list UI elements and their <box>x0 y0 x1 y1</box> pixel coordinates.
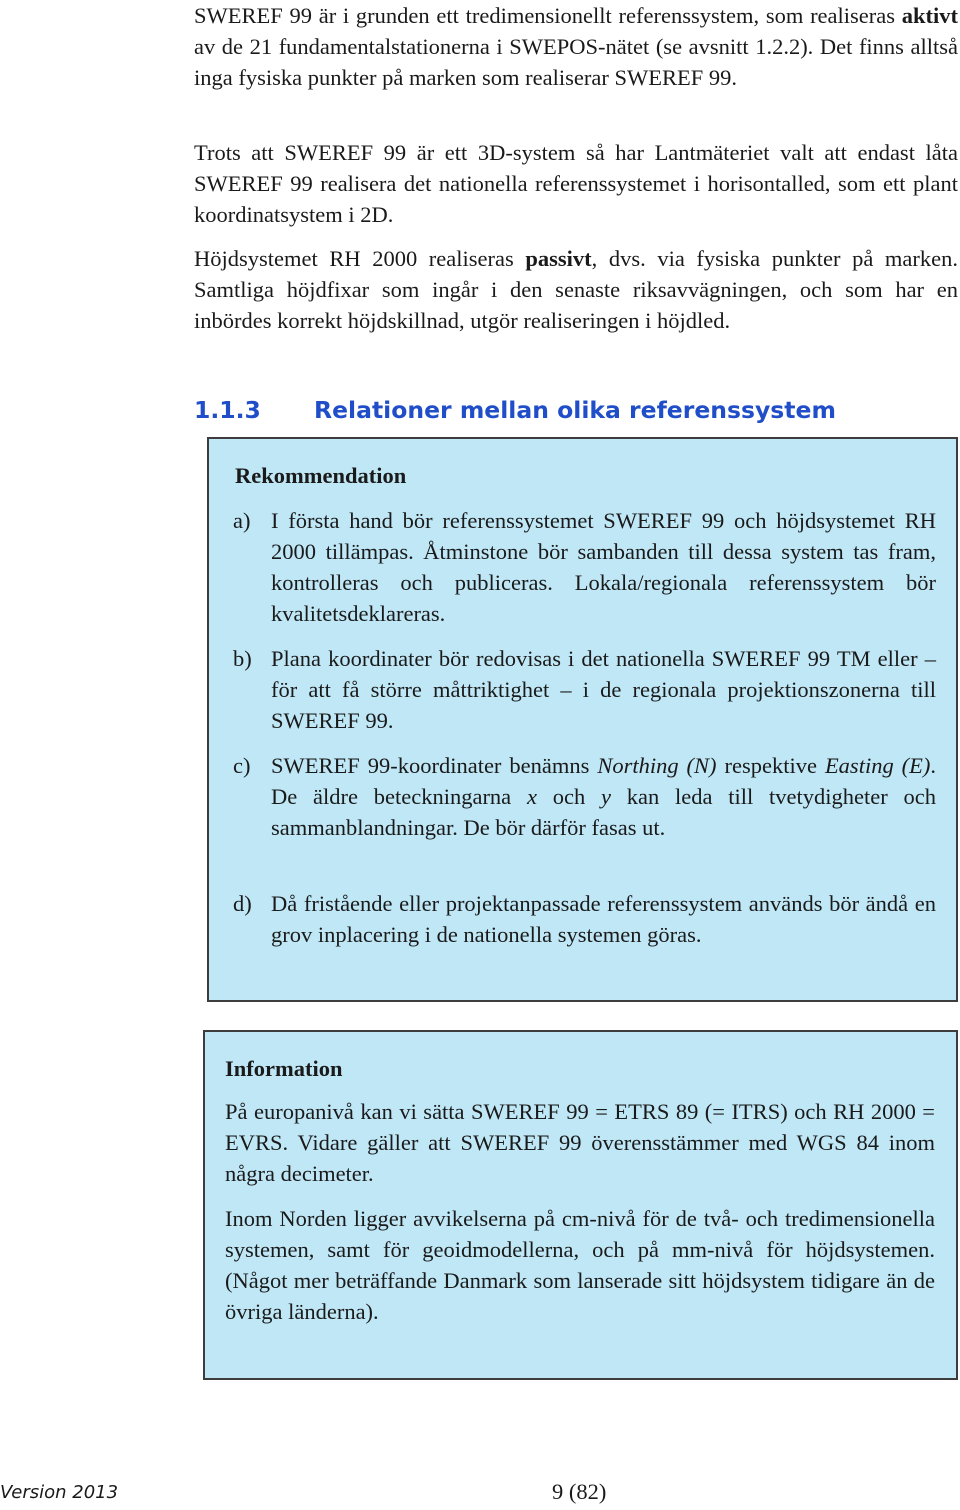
item-text-part: kan leda till tvetydigheter och sammanblandningar. De bör därför fasas ut. <box>271 784 936 840</box>
term-easting: Easting (E) <box>824 753 931 778</box>
item-marker: a) <box>233 508 251 533</box>
paragraph-text: Höjdsystemet RH 2000 realiseras <box>194 246 526 271</box>
section-title: Relationer mellan olika referenssystem <box>314 396 836 424</box>
term-northing: Northing (N) <box>597 753 717 778</box>
information-paragraph: Inom Norden ligger avvikelserna på cm-nivå för de två- och tredimensionella systemen, samt för geoidmodellerna, och på mm-nivå för höjdsystemen. (Något mer beträffande Danmark som lanserade sitt höjdsystem tidigare än de övriga länderna). <box>225 1206 935 1324</box>
information-box <box>203 1030 958 1380</box>
recommendation-item-c <box>233 750 936 843</box>
paragraph-sweref-3d <box>194 0 958 93</box>
item-text-part: . De äldre beteckningarna <box>271 753 937 809</box>
recommendation-item-a <box>233 505 936 629</box>
recommendation-item-b <box>233 643 936 736</box>
recommendation-title: Rekommendation <box>235 463 407 488</box>
item-text-part: respektive <box>716 753 825 778</box>
item-text-part: SWEREF 99-koordinater benämns <box>271 753 598 778</box>
paragraph-text: SWEREF 99 är i grunden ett tredimensionellt referenssystem, som realiseras <box>194 3 902 28</box>
paragraph-horizontal: Trots att SWEREF 99 är ett 3D-system så har Lantmäteriet valt att endast låta SWEREF 99 realisera det nationella referenssystemet i horisontalled, som ett plant koordinatsystem i 2D. <box>194 140 958 227</box>
item-text <box>271 750 936 843</box>
recommendation-item-d <box>233 888 936 950</box>
item-text: I första hand bör referenssystemet SWEREF 99 och höjdsystemet RH 2000 tillämpas. Åtminstone bör sambanden till dessa system tas fram, kontrolleras och publiceras. Lokala/regionala referenssystem bör kvalitetsdeklareras. <box>271 508 936 626</box>
emphasis-aktivt: aktivt <box>901 3 958 28</box>
paragraph-text: , dvs. via fysiska punkter på marken. Samtliga höjdfixar som ingår i den senaste riksavvägningen, och som har en inbördes korrekt höjdskillnad, utgör realiseringen i höjdled. <box>194 246 959 333</box>
information-title: Information <box>225 1056 343 1081</box>
item-text: Plana koordinater bör redovisas i det nationella SWEREF 99 TM eller – för att få större måttriktighet – i de regionala projektionszonerna till SWEREF 99. <box>271 646 936 733</box>
item-marker: c) <box>233 753 251 778</box>
emphasis-passivt: passivt <box>525 246 592 271</box>
item-text-part: och <box>536 784 601 809</box>
section-number: 1.1.3 <box>194 396 261 424</box>
term-x: x <box>526 784 537 809</box>
term-y: y <box>600 784 611 809</box>
section-heading <box>194 392 954 428</box>
page-number: 9 (82) <box>552 1479 607 1504</box>
information-paragraph: På europanivå kan vi sätta SWEREF 99 = ETRS 89 (= ITRS) och RH 2000 = EVRS. Vidare gäller att SWEREF 99 överensstämmer med WGS 84 inom några decimeter. <box>225 1099 935 1186</box>
footer-version: Version 2013 <box>0 1482 119 1503</box>
paragraph-text: av de 21 fundamentalstationerna i SWEPOS-nätet (se avsnitt 1.2.2). Det finns alltså inga fysiska punkter på marken som realiserar SWEREF 99. <box>194 34 958 90</box>
item-marker: b) <box>233 646 252 671</box>
item-marker: d) <box>233 891 252 916</box>
recommendation-box <box>207 437 958 1002</box>
paragraph-height-system <box>194 243 958 336</box>
item-text: Då fristående eller projektanpassade referenssystem används bör ändå en grov inplacering i de nationella systemen göras. <box>271 891 936 947</box>
